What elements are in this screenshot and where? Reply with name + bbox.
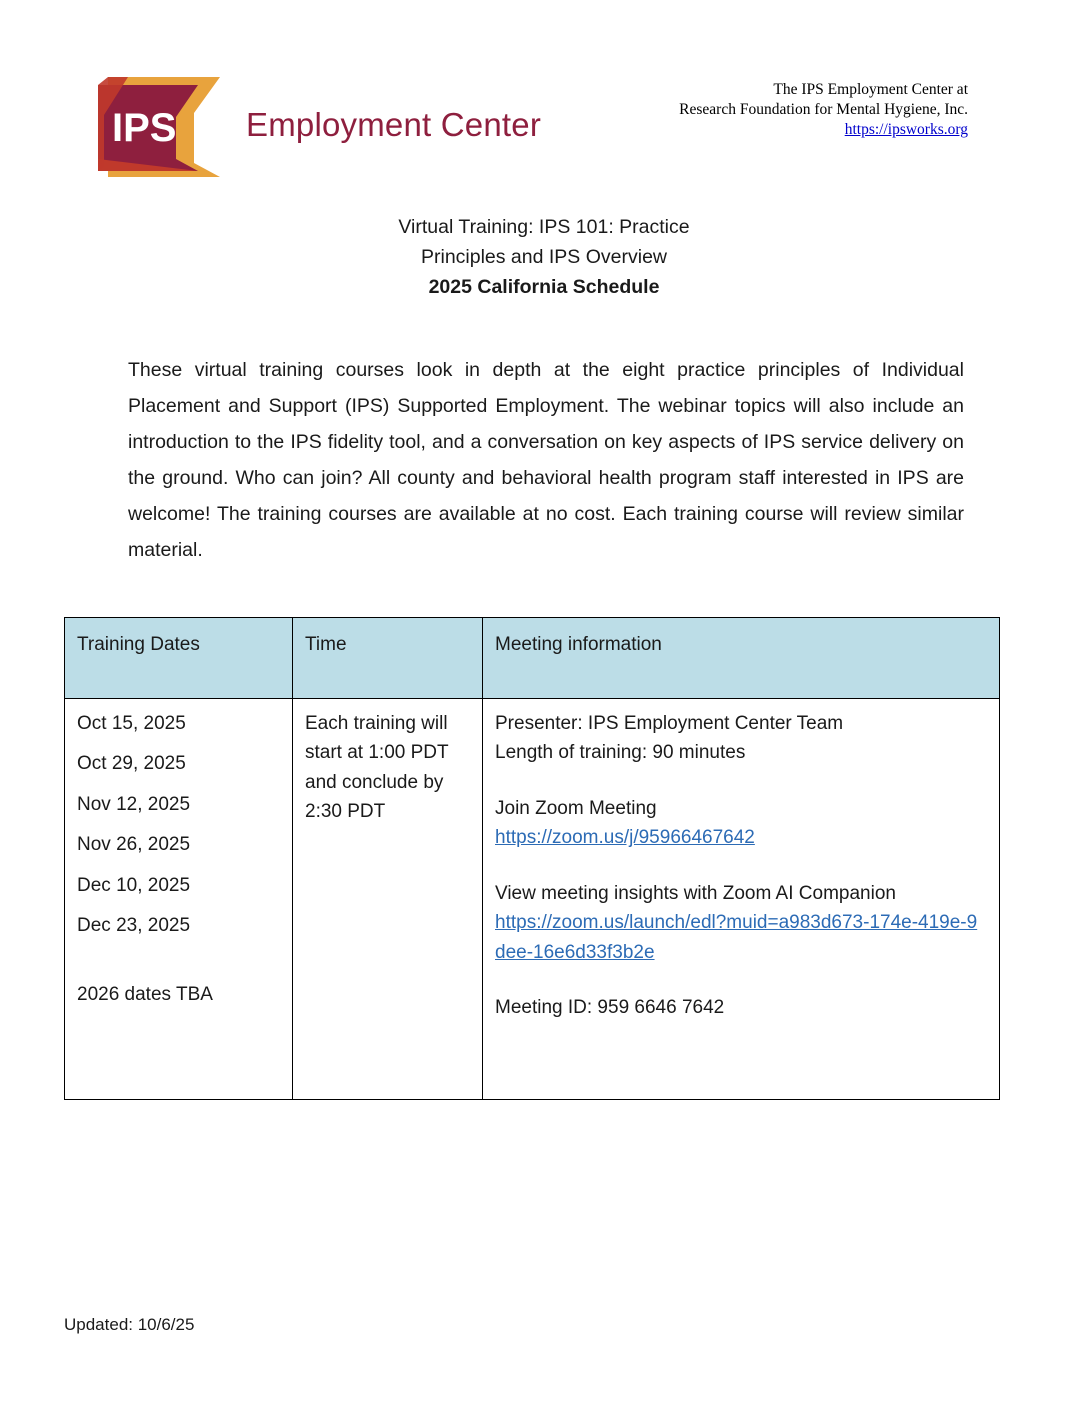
table-row [65,699,1000,1100]
length-line: Length of training: 90 minutes [495,742,746,764]
dates-note: 2026 dates TBA [77,983,213,1005]
training-time-cell: Each training will start at 1:00 PDT and conclude by 2:30 PDT [293,699,483,1100]
spacer [495,853,987,879]
spacer [495,768,987,794]
page-title [0,212,1088,303]
list-item: Dec 10, 2025 [77,874,191,896]
spacer [495,967,987,993]
title-line-3: 2025 California Schedule [428,276,660,299]
meeting-information-cell [483,699,1000,1100]
ips-logo [94,70,554,180]
list-item: Dec 23, 2025 [77,915,191,937]
schedule-table [64,617,999,1100]
training-dates-cell [65,699,293,1100]
table-header-row [65,618,1000,699]
org-line-1: The IPS Employment Center at [773,81,968,98]
spacer [77,952,280,980]
join-zoom-label: Join Zoom Meeting [495,797,657,819]
org-line-2: Research Foundation for Mental Hygiene, Inc. [679,100,968,118]
column-header-meeting: Meeting information [483,618,1000,699]
presenter-line: Presenter: IPS Employment Center Team [495,713,844,734]
meeting-id: Meeting ID: 959 6646 7642 [495,997,725,1019]
updated-footer: Updated: 10/6/25 [64,1315,195,1334]
org-website-link[interactable]: https://ipsworks.org [844,120,968,138]
title-line-2: Principles and IPS Overview [420,246,668,269]
column-header-dates: Training Dates [65,618,293,699]
column-header-time: Time [293,618,483,699]
title-line-1: Virtual Training: IPS 101: Practice [398,216,690,238]
ips-logo-mark-icon [94,71,224,179]
org-identification [679,80,968,139]
list-item: Oct 29, 2025 [77,753,186,775]
svg-text:IPS: IPS [112,106,177,150]
document-header [64,62,1024,182]
intro-paragraph: These virtual training courses look in depth at the eight practice principles of Individual Placement and Support (IPS) Supported Employment. The webinar topics will also include an introduction to the IPS fidelity tool, and a conversation on key aspects of IPS service delivery on the ground. Who can join? All county and behavioral health program staff interested in IPS are welcome! The training courses are available at no cost. Each training course will review similar material. [128,359,964,562]
list-item: Nov 12, 2025 [77,793,191,815]
logo-wordmark: Employment Center [246,106,542,143]
zoom-ai-companion-label: View meeting insights with Zoom AI Companion [495,882,896,904]
zoom-join-link[interactable]: https://zoom.us/j/95966467642 [495,827,755,849]
list-item: Oct 15, 2025 [77,713,186,734]
list-item: Nov 26, 2025 [77,834,191,856]
zoom-ai-companion-link[interactable]: https://zoom.us/launch/edl?muid=a983d673-174e-419e-9dee-16e6d33f3b2e [495,912,978,963]
